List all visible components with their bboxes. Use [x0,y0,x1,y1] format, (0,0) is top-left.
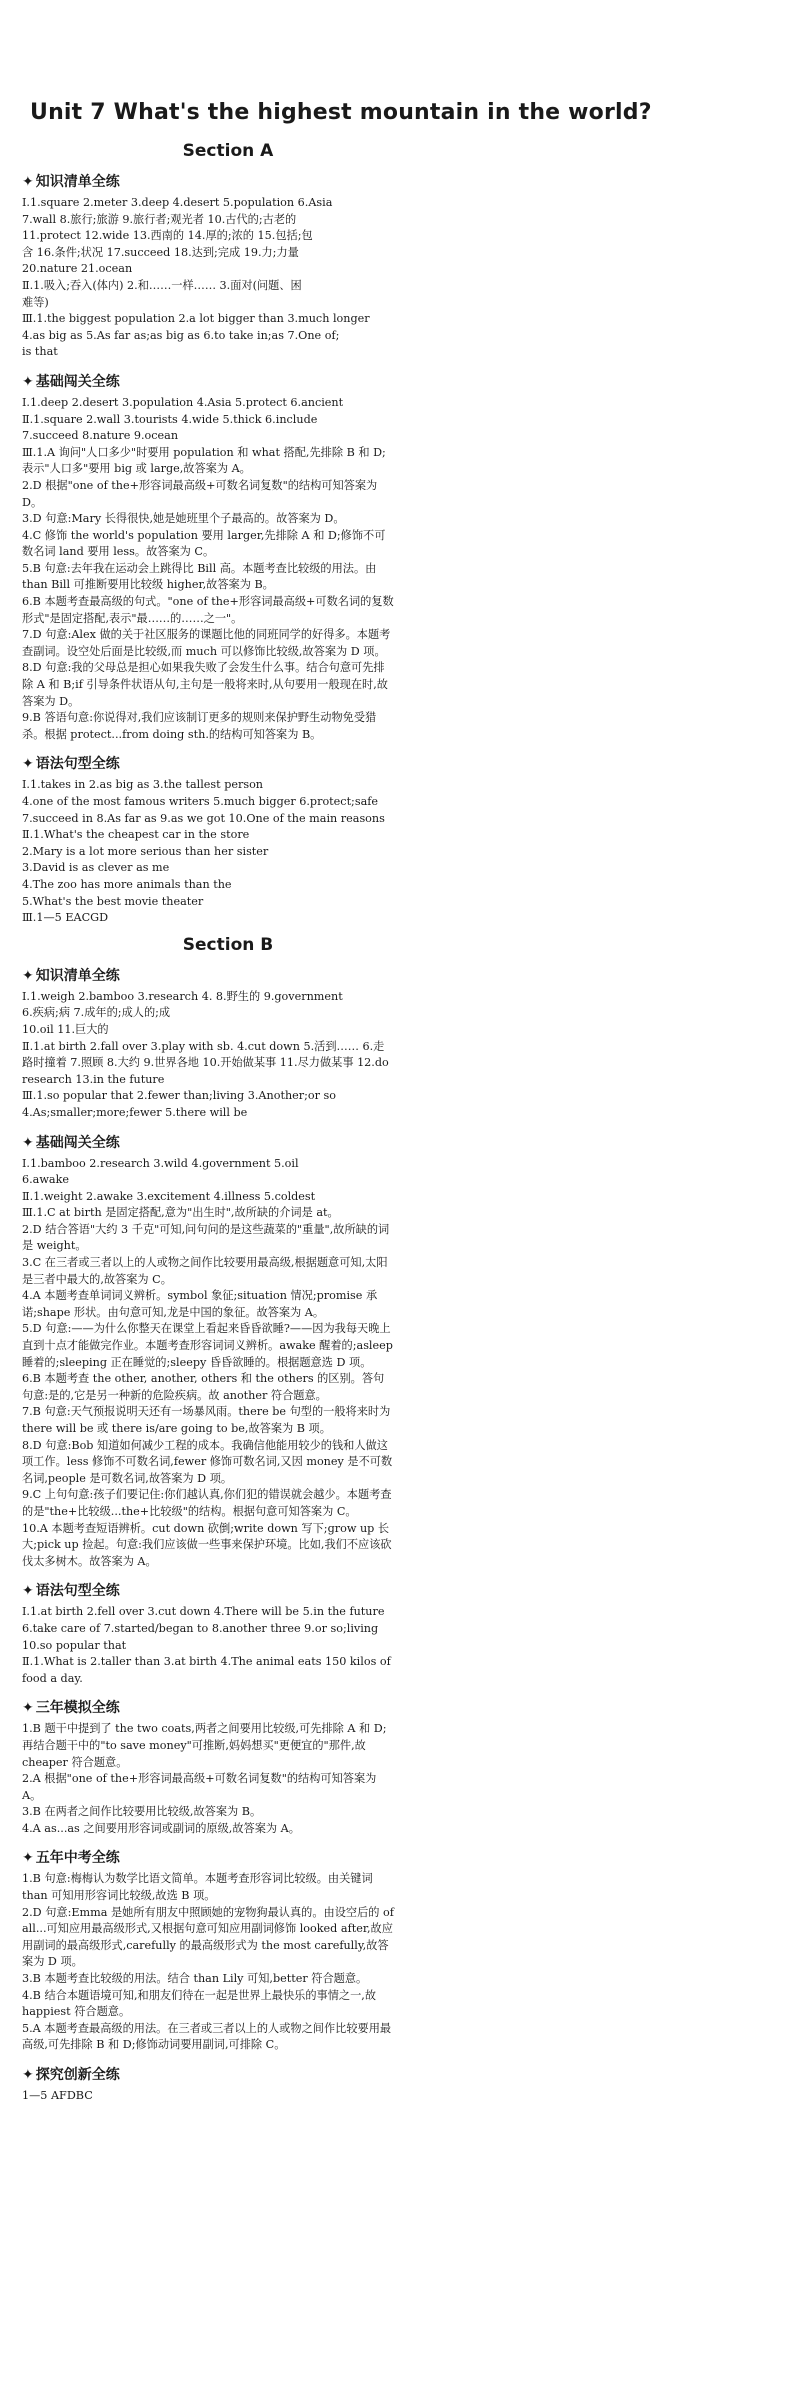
answer-line: 1—5 AFDBC [22,2089,93,2102]
answer-line: 5.A 本题考查最高级的用法。在三者或三者以上的人或物之间作比较要用最高级,可先排除 B 和 D;修饰动词要用副词,可排除 C。 [22,2021,392,2052]
answer-line: 5.D 句意:——为什么你整天在课堂上看起来昏昏欲睡?——因为我每天晚上直到十点才能做完作业。本题考查形容词词义辨析。awake 醒着的;asleep 睡着的;sleeping 正在睡觉的;sleepy 昏昏欲睡的。根据题意选 D 项。 [22,1322,393,1369]
content-column [22,141,394,2105]
answer-line: 7.wall 8.旅行;旅游 9.旅行者;观光者 10.古代的;古老的 [22,212,297,226]
block-heading: 语法句型全练 [35,756,120,773]
answer-line: Ⅱ.1.What's the cheapest car in the store [22,828,250,842]
answer-line: Ⅲ.1.A 询问"人口多少"时要用 population 和 what 搭配,先排除 B 和 D;表示"人口多"要用 big 或 large,故答案为 A。 [22,445,386,476]
answer-line: 3.D 句意:Mary 长得很快,她是她班里个子最高的。故答案为 D。 [22,512,345,526]
star-icon: ✦ [22,373,34,390]
answer-line: Ⅲ.1.so popular that 2.fewer than;living 3.Another;or so [22,1089,336,1103]
block-heading: 基础闯关全练 [35,1134,120,1151]
answer-line: 1.B 题干中提到了 the two coats,两者之间要用比较级,可先排除 A 和 D;再结合题干中的"to save money"可推断,妈妈想买"更便宜的"那件,故 cheaper 符合题意。 [22,1722,387,1769]
answer-line: 6.疾病;病 7.成年的;成人的;成 [22,1006,171,1020]
answer-line: 3.C 在三者或三者以上的人或物之间作比较要用最高级,根据题意可知,太阳是三者中最大的,故答案为 C。 [22,1256,388,1286]
section-b-block-5 [22,1847,394,2054]
answer-line: 7.succeed in 8.As far as 9.as we got 10.One of the main reasons [22,811,385,825]
answer-line: Ⅲ.1—5 EACGD [22,911,109,925]
answer-line: 2.Mary is a lot more serious than her sister [22,844,269,858]
answer-line: 4.C 修饰 the world's population 要用 larger,先排除 A 和 D;修饰不可数名词 land 要用 less。故答案为 C。 [22,528,386,559]
section-b-title: Section B [182,934,274,955]
answer-line: Ⅱ.1.What is 2.taller than 3.at birth 4.The animal eats 150 kilos of food a day. [22,1655,391,1685]
star-icon: ✦ [22,1583,34,1600]
answer-line: 4.The zoo has more animals than the [22,877,232,891]
star-icon: ✦ [22,2067,34,2083]
answer-line: Ⅲ.1.the biggest population 2.a lot bigger than 3.much longer [22,312,370,326]
answer-line: 难等) [22,295,49,309]
block-heading: 五年中考全练 [35,1850,120,1867]
answer-line: 6.B 本题考查 the other, another, others 和 the others 的区别。答句句意:是的,它是另一种新的危险疾病。故 another 符合题意。 [22,1372,385,1402]
section-a-block-2 [22,371,394,743]
answer-line: 10.A 本题考查短语辨析。cut down 砍倒;write down 写下;grow up 长大;pick up 捡起。句意:我们应该做一些事来保护环境。比如,我们不应该砍伐太多树木。故答案为 A。 [22,1521,392,1568]
answer-line: Ⅱ.1.square 2.wall 3.tourists 4.wide 5.thick 6.include [22,412,318,426]
answer-line: Ⅰ.1.deep 2.desert 3.population 4.Asia 5.protect 6.ancient [22,395,344,409]
section-a-block-3 [22,753,394,926]
answer-line: 1.B 句意:梅梅认为数学比语文简单。本题考查形容词比较级。由关键词 than 可知用形容词比较级,故选 B 项。 [22,1872,373,1903]
answer-line: 2.D 结合答语"大约 3 千克"可知,问句问的是这些蔬菜的"重量",故所缺的词是 weight。 [22,1222,390,1253]
answer-line: 3.B 本题考查比较级的用法。结合 than Lily 可知,better 符合题意。 [22,1972,368,1986]
answer-line: 20.nature 21.ocean [22,262,133,276]
block-heading: 知识清单全练 [35,967,120,984]
section-b-block-1 [22,965,394,1122]
answer-line: 2.D 根据"one of the+形容词最高级+可数名词复数"的结构可知答案为 D。 [22,478,378,509]
section-b-block-3 [22,1580,394,1687]
section-b-block-4 [22,1697,394,1837]
answer-line: 7.D 句意:Alex 做的关于社区服务的课题比他的同班同学的好得多。本题考查副词。设空处后面是比较级,而 much 可以修饰比较级,故答案为 D 项。 [22,628,391,658]
answer-line: 5.What's the best movie theater [22,894,204,908]
answer-line: Ⅱ.1.at birth 2.fall over 3.play with sb. 4.cut down 5.活到…… 6.走路时撞着 7.照顾 8.大约 9.世界各地 10.开始做某事 11.尽力做某事 12.do research 13.in the future [22,1039,389,1086]
section-b-block-6 [22,2064,394,2105]
star-icon: ✦ [22,1700,34,1717]
answer-line: 2.D 句意:Emma 是她所有朋友中照顾她的宠物狗最认真的。由设空后的 of all...可知应用最高级形式,又根据句意可知应用副词修饰 looked after,故应用副词的最高级形式,carefully 的最高级形式为 the most carefully,故答案为 D 项。 [22,1905,394,1969]
answer-line: Ⅰ.1.at birth 2.fell over 3.cut down 4.There will be 5.in the future 6.take care of 7.started/began to 8.another three 9.or so;living 10.so popular that [22,1605,385,1652]
answer-line: 4.one of the most famous writers 5.much bigger 6.protect;safe [22,795,379,808]
answer-line: 5.B 句意:去年我在运动会上跳得比 Bill 高。本题考查比较级的用法。由 than Bill 可推断要用比较级 higher,故答案为 B。 [22,561,377,592]
answer-line: 6.awake [22,1173,69,1187]
block-heading: 三年模拟全练 [35,1700,120,1717]
answer-line: 4.A as...as 之间要用形容词或副词的原级,故答案为 A。 [22,1821,300,1835]
answer-line: 8.D 句意:Bob 知道如何减少工程的成本。我确信他能用较少的钱和人做这项工作。less 修饰不可数名词,fewer 修饰可数名词,又因 money 是不可数名词,people 是可数名词,故答案为 D 项。 [22,1438,393,1485]
section-b-block-2 [22,1132,394,1571]
block-heading: 语法句型全练 [35,1583,120,1600]
section-a-block-1 [22,171,394,361]
answer-line: Ⅰ.1.bamboo 2.research 3.wild 4.government 5.oil [22,1156,299,1170]
answer-line: 7.B 句意:天气预报说明天还有一场暴风雨。there be 句型的一般将来时为 there will be 或 there is/are going to be,故答案为 B 项。 [22,1405,391,1435]
unit-title: Unit 7 What's the highest mountain in the world? [30,100,652,125]
answer-line: Ⅱ.1.吸入;吞入(体内) 2.和……一样…… 3.面对(问题、困 [22,278,302,292]
answer-line: 2.A 根据"one of the+形容词最高级+可数名词复数"的结构可知答案为 A。 [22,1772,377,1802]
answer-line: Ⅲ.1.C at birth 是固定搭配,意为"出生时",故所缺的介词是 at。 [22,1206,339,1220]
answer-line: Ⅱ.1.weight 2.awake 3.excitement 4.illness 5.coldest [22,1189,316,1203]
star-icon: ✦ [22,756,34,773]
answer-line: 10.oil 11.巨大的 [22,1022,109,1036]
block-heading: 知识清单全练 [35,174,120,190]
answer-line: 4.as big as 5.As far as;as big as 6.to take in;as 7.One of; [22,328,340,342]
answer-line: 11.protect 12.wide 13.西南的 14.厚的;浓的 15.包括;包 [22,229,313,243]
answer-line: is that [22,345,58,359]
answer-line: 9.C 上句句意:孩子们要记住:你们越认真,你们犯的错误就会越少。本题考查的是"the+比较级...the+比较级"的结构。根据句意可知答案为 C。 [22,1488,392,1518]
answer-line: 3.David is as clever as me [22,861,170,875]
star-icon: ✦ [22,1134,34,1151]
answer-line: 4.A 本题考查单词词义辨析。symbol 象征;situation 情况;promise 承诺;shape 形状。由句意可知,龙是中国的象征。故答案为 A。 [22,1289,378,1319]
answer-line: 8.D 句意:我的父母总是担心如果我失败了会发生什么事。结合句意可先排除 A 和 B;if 引导条件状语从句,主句是一般将来时,从句要用一般现在时,故答案为 D。 [22,661,388,708]
answer-line: Ⅰ.1.weigh 2.bamboo 3.research 4. 8.野生的 9.government [22,989,343,1003]
answer-line: 9.B 答语句意:你说得对,我们应该制订更多的规则来保护野生动物免受猎杀。根据 protect...from doing sth.的结构可知答案为 B。 [22,711,377,741]
answer-line: 含 16.条件;状况 17.succeed 18.达到;完成 19.力;力量 [22,245,299,259]
answer-line: 4.As;smaller;more;fewer 5.there will be [22,1105,248,1119]
answer-line: 4.B 结合本题语境可知,和朋友们待在一起是世界上最快乐的事情之一,故 happiest 符合题意。 [22,1988,377,2019]
answer-line: 7.succeed 8.nature 9.ocean [22,429,179,443]
star-icon: ✦ [22,174,34,190]
answer-line: 3.B 在两者之间作比较要用比较级,故答案为 B。 [22,1805,262,1819]
block-heading: 探究创新全练 [35,2067,120,2083]
answer-line: Ⅰ.1.takes in 2.as big as 3.the tallest person [22,778,264,792]
star-icon: ✦ [22,967,34,984]
star-icon: ✦ [22,1850,34,1867]
block-heading: 基础闯关全练 [35,373,120,390]
answer-line: 6.B 本题考查最高级的句式。"one of the+形容词最高级+可数名词的复数形式"是固定搭配,表示"最……的……之一"。 [22,595,394,625]
answer-line: Ⅰ.1.square 2.meter 3.deep 4.desert 5.population 6.Asia [22,196,333,209]
section-a-title: Section A [182,141,274,161]
